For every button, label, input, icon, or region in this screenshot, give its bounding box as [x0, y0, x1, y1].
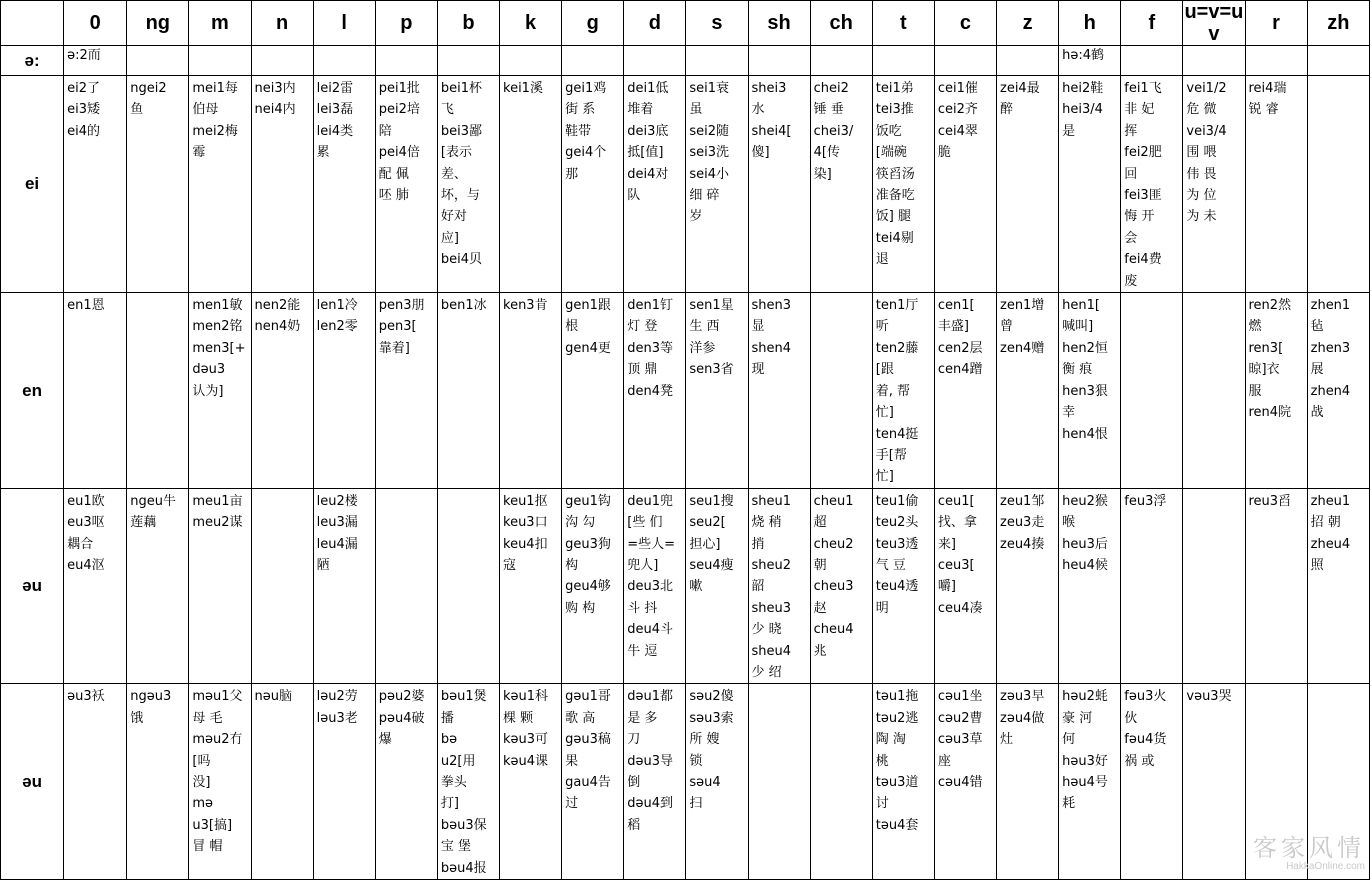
syllable-cell	[251, 488, 313, 684]
syllable-cell: kəu1科 棵 颗 kəu3可 kəu4课	[500, 684, 562, 880]
syllable-cell: zei4最 醉	[997, 76, 1059, 293]
final-header: en	[1, 293, 64, 489]
syllable-cell	[1307, 46, 1369, 76]
syllable-cell: zen1增 曾 zen4赠	[997, 293, 1059, 489]
syllable-cell: ngei2 鱼	[127, 76, 189, 293]
final-row	[1, 293, 1370, 489]
syllable-cell: fəu3火 伙 fəu4货 祸 或	[1121, 684, 1183, 880]
initial-header: t	[872, 1, 934, 46]
syllable-cell: tei1弟 tei3推 饭吃 [端碗 筷舀汤 准备吃 饭] 腿 tei4剔 退	[872, 76, 934, 293]
syllable-cell	[934, 46, 996, 76]
syllable-cell: shen3 显 shen4 现	[748, 293, 810, 489]
syllable-cell: teu1偷 teu2头 teu3透 气 豆 teu4透 明	[872, 488, 934, 684]
syllable-cell	[872, 46, 934, 76]
syllable-cell	[189, 46, 251, 76]
syllable-cell: dei1低 堆着 dei3底 抵[值] dei4对 队	[624, 76, 686, 293]
syllable-cell	[686, 46, 748, 76]
syllable-cell	[375, 46, 437, 76]
syllable-cell: nei3内 nei4内	[251, 76, 313, 293]
initial-header: f	[1121, 1, 1183, 46]
final-header: ei	[1, 76, 64, 293]
syllable-cell	[500, 46, 562, 76]
syllable-cell	[437, 488, 499, 684]
initial-header: l	[313, 1, 375, 46]
syllable-cell: meu1亩 meu2谋	[189, 488, 251, 684]
initial-header: u=v=uv	[1184, 1, 1244, 45]
syllable-cell: ken3肯	[500, 293, 562, 489]
syllable-cell	[748, 684, 810, 880]
syllable-cell: zəu3早 zəu4做 灶	[997, 684, 1059, 880]
syllable-cell: en1恩	[64, 293, 127, 489]
syllable-cell	[1183, 293, 1245, 489]
initial-header: k	[500, 1, 562, 46]
syllable-cell: cheu1 超 cheu2 朝 cheu3 赵 cheu4 兆	[810, 488, 872, 684]
syllable-cell: men1敏 men2铭 men3[+ dəu3 认为]	[189, 293, 251, 489]
syllable-cell: den1钉 灯 登 den3等 顶 鼎 den4凳	[624, 293, 686, 489]
syllable-cell: hei2鞋 hei3/4 是	[1059, 76, 1121, 293]
syllable-cell: reu3舀	[1245, 488, 1307, 684]
syllable-cell	[624, 46, 686, 76]
syllable-cell: bəu1煲 播 bə u2[用 拳头 打] bəu3保 宝 堡 bəu4报	[437, 684, 499, 880]
syllable-cell	[562, 46, 624, 76]
syllable-cell	[810, 684, 872, 880]
syllable-cell	[997, 46, 1059, 76]
final-header: ə:	[1, 46, 64, 76]
watermark-chinese: 客家风情	[1253, 834, 1365, 862]
syllable-cell: hen1[ 喊叫] hen2恒 衡 痕 hen3狠 幸 hen4恨	[1059, 293, 1121, 489]
syllable-cell: gen1跟 根 gen4更	[562, 293, 624, 489]
syllable-cell: ceu1[ 找、拿 来] ceu3[ 嚼] ceu4凑	[934, 488, 996, 684]
syllable-cell: səu2傻 səu3索 所 嫂 锁 səu4 扫	[686, 684, 748, 880]
syllable-cell	[1245, 46, 1307, 76]
initial-header: ng	[127, 1, 189, 46]
syllable-cell: vei1/2 危 微 vei3/4 围 喂 伟 畏 为 位 为 未	[1183, 76, 1245, 293]
syllable-cell: leu2楼 leu3漏 leu4漏 陋	[313, 488, 375, 684]
syllable-cell: ben1冰	[437, 293, 499, 489]
syllable-cell: ə:2而	[64, 46, 127, 76]
syllable-cell: həu2蚝 豪 河 何 həu3好 həu4号 耗	[1059, 684, 1121, 880]
syllable-cell: nen2能 nen4奶	[251, 293, 313, 489]
initial-header: s	[686, 1, 748, 46]
syllable-cell: ren2然 燃 ren3[ 晾]衣 服 ren4院	[1245, 293, 1307, 489]
syllable-cell: əu3袄	[64, 684, 127, 880]
initial-header: d	[624, 1, 686, 46]
initial-header: c	[934, 1, 996, 46]
syllable-cell	[1245, 684, 1307, 880]
initial-header: b	[437, 1, 499, 46]
initial-header: zh	[1307, 1, 1369, 46]
syllable-cell: chei2 锤 垂 chei3/ 4[传 染]	[810, 76, 872, 293]
syllable-cell: pen3朋 pen3[ 靠着]	[375, 293, 437, 489]
syllable-cell	[1307, 684, 1369, 880]
syllable-cell	[251, 46, 313, 76]
syllable-cell: gəu1哥 歌 高 gəu3稿 果 gau4告 过	[562, 684, 624, 880]
syllable-cell	[1307, 76, 1369, 293]
initial-header: r	[1245, 1, 1307, 46]
syllable-cell: vəu3哭	[1183, 684, 1245, 880]
syllable-cell: len1冷 len2零	[313, 293, 375, 489]
syllable-cell	[810, 293, 872, 489]
initial-header: sh	[748, 1, 810, 46]
syllable-cell	[748, 46, 810, 76]
header-row	[1, 1, 1370, 46]
syllable-cell	[127, 46, 189, 76]
syllable-cell: sei1衰 虽 sei2随 sei3洗 sei4小 细 碎 岁	[686, 76, 748, 293]
final-row	[1, 684, 1370, 880]
syllable-cell: ngeu牛 莲藕	[127, 488, 189, 684]
syllable-cell	[437, 46, 499, 76]
final-header: əu	[1, 488, 64, 684]
syllable-cell: sheu1 烧 稍 捎 sheu2 韶 sheu3 少 晓 sheu4 少 绍	[748, 488, 810, 684]
syllable-cell: nəu脑	[251, 684, 313, 880]
syllable-cell: cen1[ 丰盛] cen2层 cen4蹭	[934, 293, 996, 489]
syllable-cell: zhen1 毡 zhen3 展 zhen4 战	[1307, 293, 1369, 489]
syllable-cell: zeu1邹 zeu3走 zeu4揍	[997, 488, 1059, 684]
syllable-cell	[1183, 46, 1245, 76]
initial-header: h	[1059, 1, 1121, 46]
syllable-cell: rei4瑞 锐 睿	[1245, 76, 1307, 293]
syllable-cell: pəu2婆 pəu4破 爆	[375, 684, 437, 880]
syllable-cell: pei1批 pei2培 陪 pei4倍 配 佩 呸 肺	[375, 76, 437, 293]
syllable-cell	[313, 46, 375, 76]
syllable-cell: cəu1坐 cəu2曹 cəu3草 座 cəu4错	[934, 684, 996, 880]
corner-header	[1, 1, 64, 46]
watermark-url: HakkaOnline.com	[1286, 861, 1365, 872]
final-row	[1, 76, 1370, 293]
syllable-cell: geu1钩 沟 勾 geu3狗 构 geu4够 购 构	[562, 488, 624, 684]
syllable-cell: zheu1 招 朝 zheu4 照	[1307, 488, 1369, 684]
syllable-cell: kei1溪	[500, 76, 562, 293]
syllable-cell: mei1每 伯母 mei2梅 霉	[189, 76, 251, 293]
syllable-cell: dəu1都 是 多 刀 dəu3导 倒 dəu4到 稻	[624, 684, 686, 880]
syllable-cell: deu1兜 [些 们 =些人= 兜人] deu3北 斗 抖 deu4斗 牛 逗	[624, 488, 686, 684]
syllable-cell: shei3 水 shei4[ 傻]	[748, 76, 810, 293]
initial-header: m	[189, 1, 251, 46]
syllable-cell: ei2了 ei3矮 ei4的	[64, 76, 127, 293]
syllable-cell: eu1欧 eu3呕 耦合 eu4沤	[64, 488, 127, 684]
syllable-cell: feu3浮	[1121, 488, 1183, 684]
syllable-cell	[1183, 488, 1245, 684]
syllable-cell: heu2猴 喉 heu3后 heu4候	[1059, 488, 1121, 684]
final-row	[1, 46, 1370, 76]
final-row	[1, 488, 1370, 684]
initial-header: n	[251, 1, 313, 46]
syllable-cell: fei1飞 非 妃 挥 fei2肥 回 fei3匪 悔 开 会 fei4费 废	[1121, 76, 1183, 293]
syllable-cell: seu1搜 seu2[ 担心] seu4瘦 嗽	[686, 488, 748, 684]
syllable-cell: təu1拖 təu2逃 陶 淘 桃 təu3道 讨 təu4套	[872, 684, 934, 880]
syllable-cell: ten1厅 听 ten2藤 [跟 着, 帮 忙] ten4挺 手[帮 忙]	[872, 293, 934, 489]
initial-header: ch	[810, 1, 872, 46]
syllable-cell: keu1抠 keu3口 keu4扣 寇	[500, 488, 562, 684]
syllable-cell: gei1鸡 街 系 鞋带 gei4个 那	[562, 76, 624, 293]
initial-header: z	[997, 1, 1059, 46]
initial-header: g	[562, 1, 624, 46]
syllable-cell	[127, 293, 189, 489]
syllable-cell	[1121, 293, 1183, 489]
syllable-cell	[375, 488, 437, 684]
syllable-cell: ləu2劳 ləu3老	[313, 684, 375, 880]
initial-header: p	[375, 1, 437, 46]
syllable-cell: ngəu3 饿	[127, 684, 189, 880]
syllable-cell: məu1父 母 毛 məu2冇 [吗 没] mə u3[搞] 冒 帽	[189, 684, 251, 880]
syllable-cell: lei2雷 lei3磊 lei4类 累	[313, 76, 375, 293]
syllable-cell: bei1杯 飞 bei3鄙 [表示 差、 坏，与 好对 应] bei4贝	[437, 76, 499, 293]
syllable-cell	[810, 46, 872, 76]
syllable-cell: hə:4鹤	[1059, 46, 1121, 76]
syllable-cell: cei1催 cei2齐 cei4翠 脆	[934, 76, 996, 293]
final-header: əu	[1, 684, 64, 880]
initial-header: 0	[64, 1, 127, 46]
syllable-cell	[1121, 46, 1183, 76]
syllable-cell: sen1星 生 西 洋参 sen3省	[686, 293, 748, 489]
